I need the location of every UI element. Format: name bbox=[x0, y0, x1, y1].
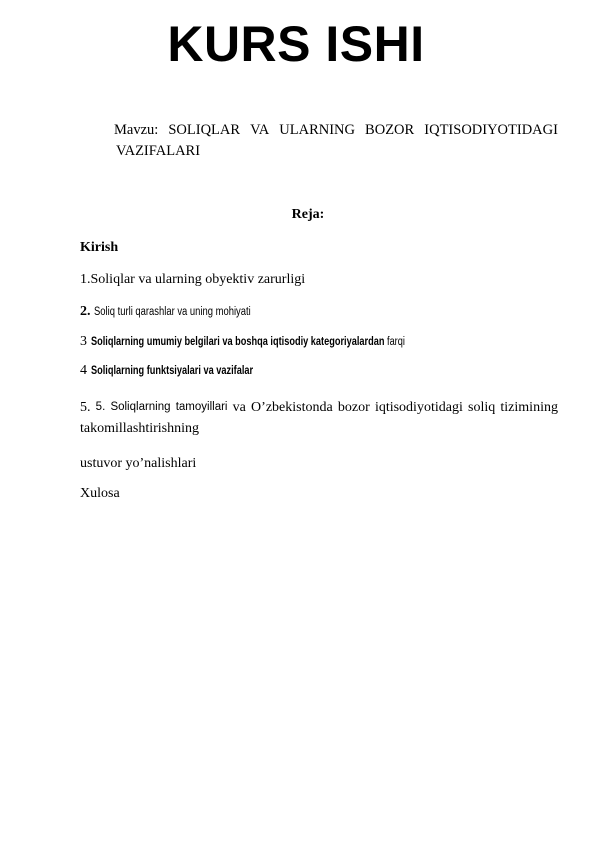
plan-item-5-word: 5. bbox=[80, 400, 91, 415]
topic-word: VA bbox=[250, 122, 270, 138]
plan-item-3 bbox=[80, 333, 483, 351]
plan-item-5-word: tamoyillari bbox=[175, 401, 228, 413]
plan-item-5-line-3: ustuvor yo’nalishlari bbox=[80, 456, 197, 471]
plan-item-4-number: 4 bbox=[80, 363, 87, 378]
topic-word: ULARNING bbox=[279, 122, 355, 138]
plan-item-5-line-2: takomillashtirishning bbox=[80, 421, 199, 436]
plan-item-3-bold-span: Soliqlarning umumiy belgilari va boshqa iqtisodiy kategoriyalardan bbox=[90, 336, 384, 348]
topic-word: SOLIQLAR bbox=[168, 122, 241, 138]
plan-item-5-word: bozor bbox=[337, 400, 370, 415]
plan-item-3-bold-text bbox=[91, 333, 405, 351]
plan-item-5-word: 5. bbox=[95, 401, 106, 413]
topic-word: IQTISODIYOTIDAGI bbox=[424, 122, 558, 138]
plan-item-5 bbox=[80, 397, 558, 439]
plan-item-5-word: O’zbekistonda bbox=[251, 400, 333, 415]
plan-item-1: 1.Soliqlar va ularning obyektiv zarurligi bbox=[80, 272, 306, 287]
topic-word: BOZOR bbox=[365, 122, 415, 138]
topic-word: Mavzu: bbox=[114, 122, 159, 138]
plan-item-5-word: soliq bbox=[468, 400, 496, 415]
plan-item-5-word: Soliqlarning bbox=[110, 401, 171, 413]
plan-item-3-number: 3 bbox=[80, 334, 87, 349]
plan-heading: Reja: bbox=[291, 207, 325, 222]
plan-item-4-text: Soliqlarning funktsiyalari va vazifalar bbox=[90, 365, 253, 377]
plan-intro: Kirish bbox=[80, 240, 119, 255]
document-title: KURS ISHI bbox=[167, 16, 425, 72]
plan-item-4 bbox=[80, 362, 293, 380]
plan-item-3-rest: farqi bbox=[386, 336, 405, 348]
topic-block bbox=[114, 120, 558, 162]
plan-item-2 bbox=[80, 303, 285, 321]
plan-item-5-word: va bbox=[232, 400, 246, 415]
plan-item-5-word: iqtisodiyotidagi bbox=[374, 400, 463, 415]
topic-line-1 bbox=[114, 120, 558, 141]
plan-item-5-line-1 bbox=[80, 397, 558, 418]
topic-line-2: VAZIFALARI bbox=[116, 143, 201, 159]
plan-conclusion: Xulosa bbox=[80, 486, 120, 501]
plan-item-5-word: tizimining bbox=[500, 400, 558, 415]
plan-item-2-number: 2. bbox=[80, 304, 91, 319]
plan-item-2-text: Soliq turli qarashlar va uning mohiyati bbox=[94, 306, 251, 318]
